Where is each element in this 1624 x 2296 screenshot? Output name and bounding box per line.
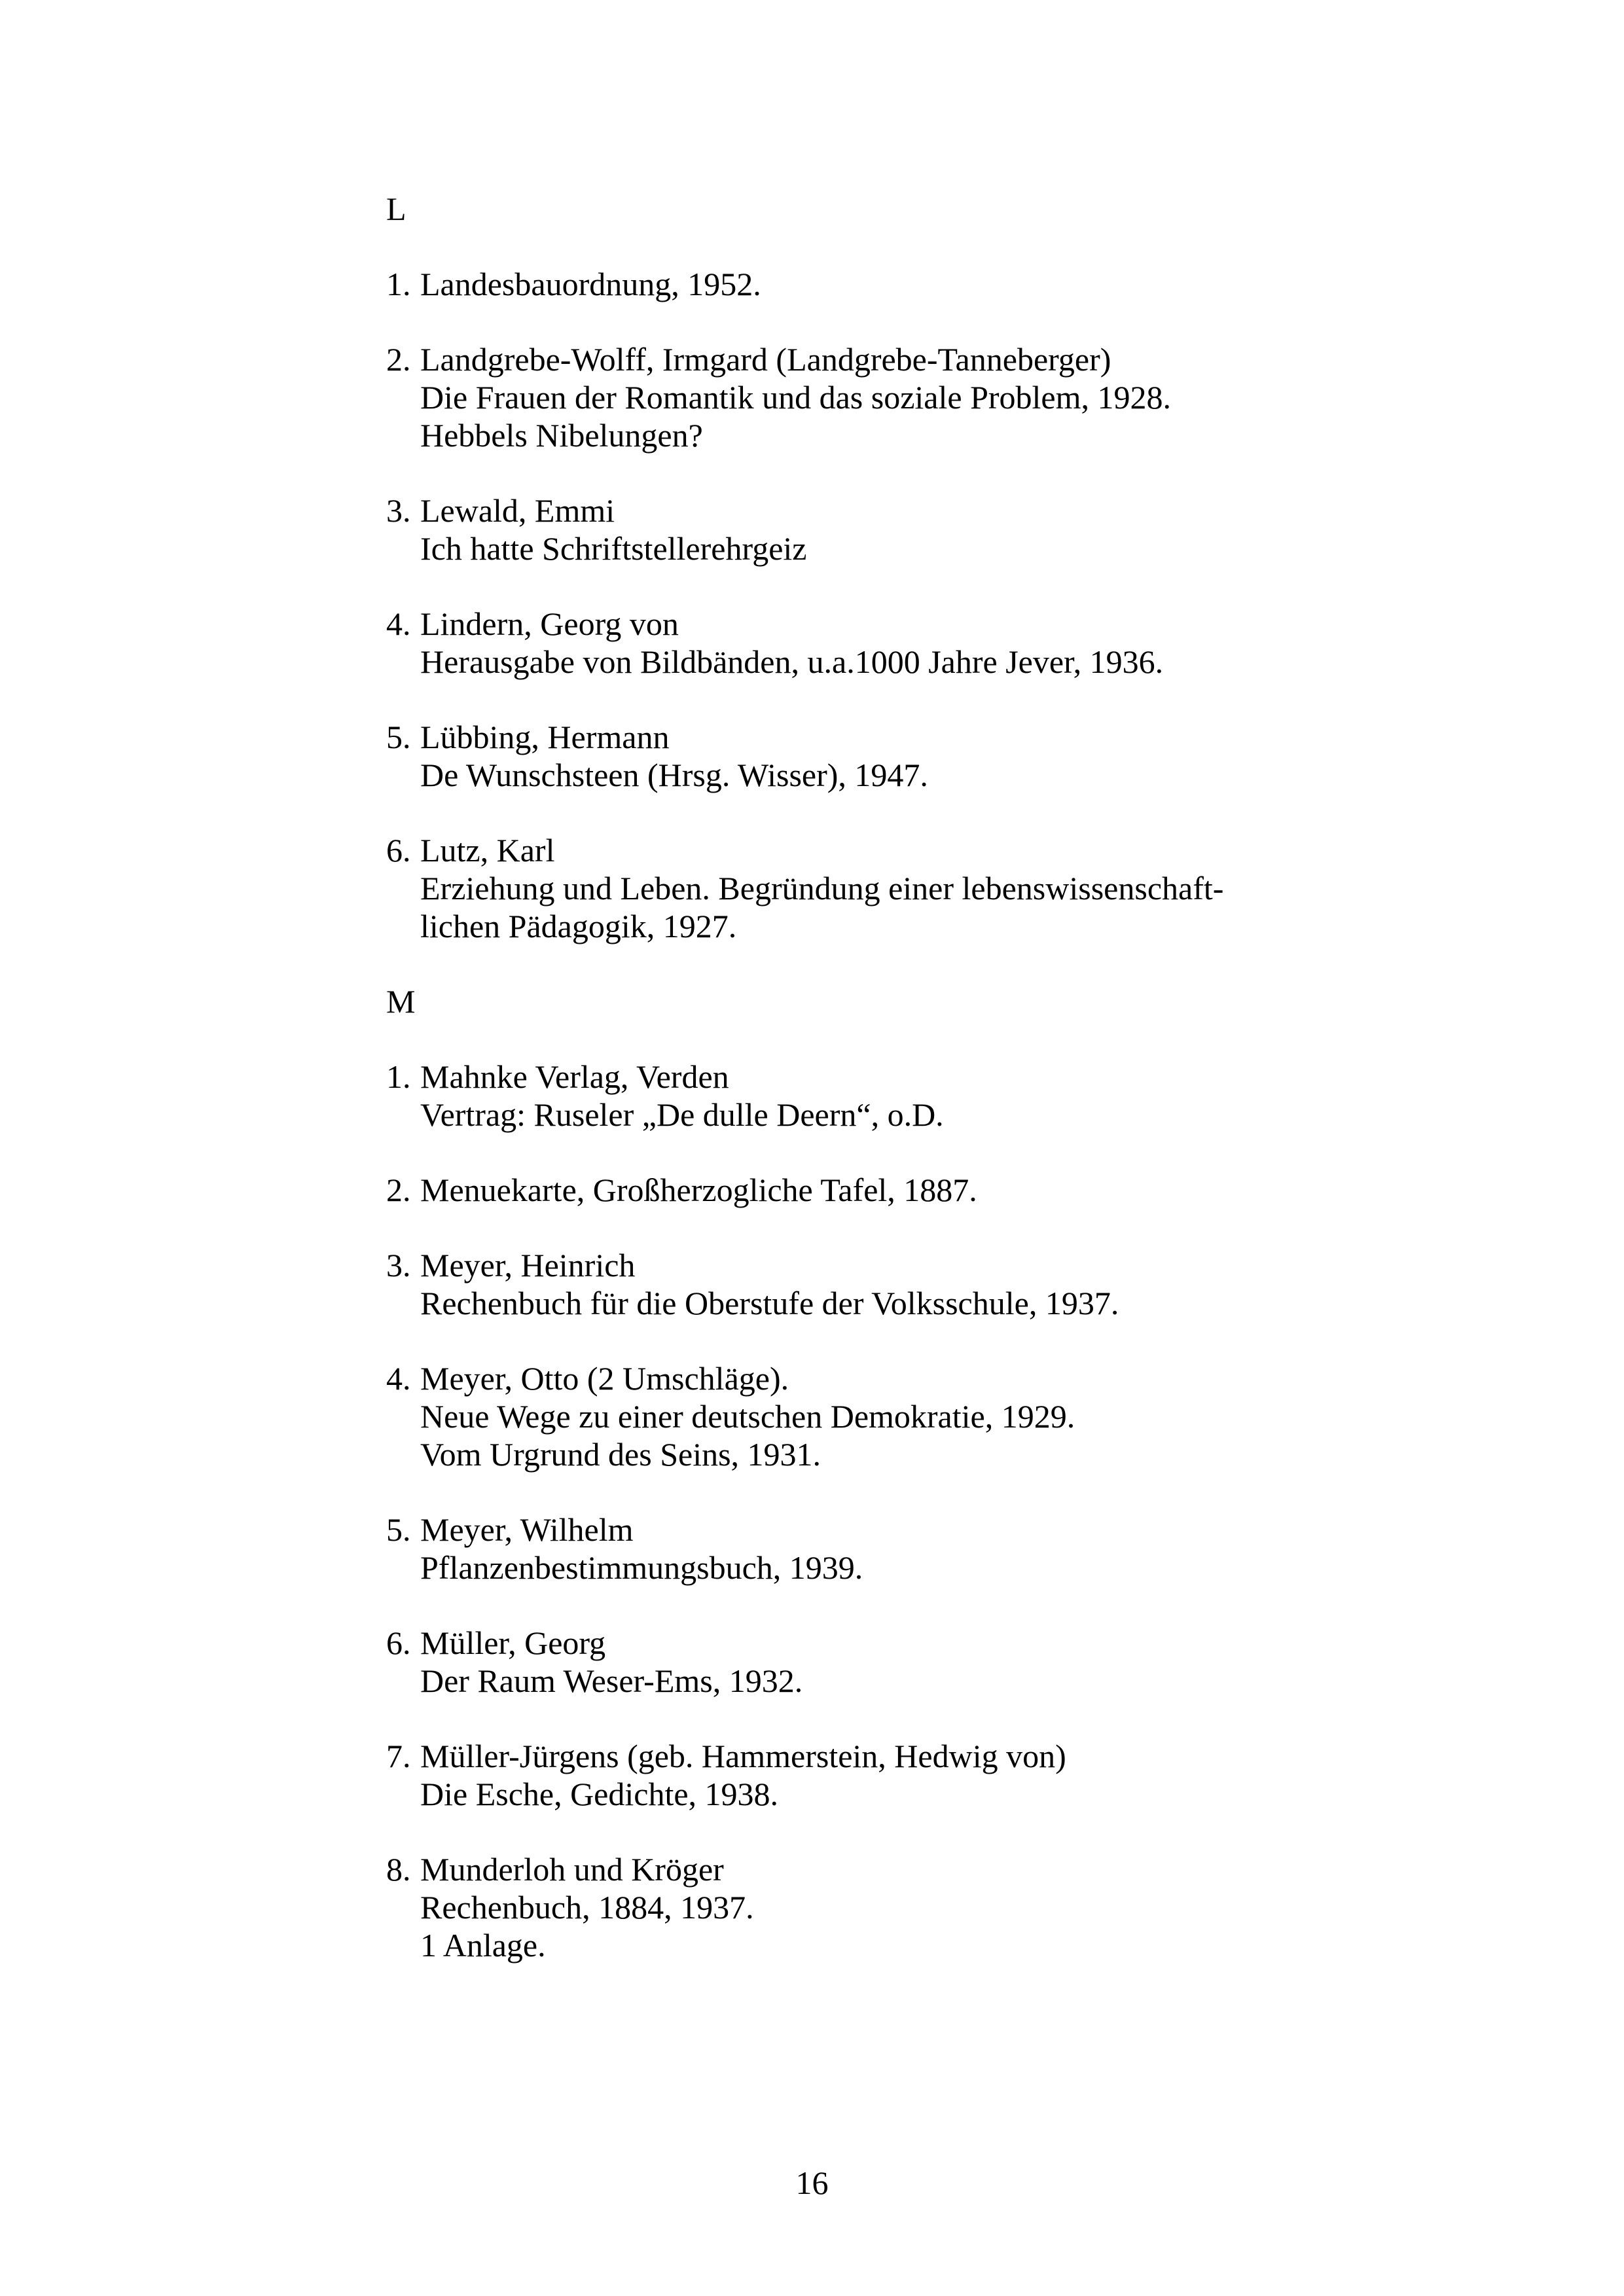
entry-line: Die Esche, Gedichte, 1938. — [420, 1776, 779, 1812]
entry-line: lichen Pädagogik, 1927. — [420, 908, 737, 944]
list-item — [386, 605, 1368, 681]
entry-title: Meyer, Heinrich — [420, 1247, 636, 1283]
entry-title: Munderloh und Kröger — [420, 1851, 724, 1888]
entry-number: 6. — [386, 1624, 411, 1661]
entry-line: Vertrag: Ruseler „De dulle Deern“, o.D. — [420, 1096, 944, 1133]
entry-number: 5. — [386, 1511, 411, 1548]
entry-line: Rechenbuch für die Oberstufe der Volksschule, 1937. — [420, 1285, 1119, 1321]
entry-title: Landgrebe-Wolff, Irmgard (Landgrebe-Tanneberger) — [420, 341, 1111, 378]
list-item — [386, 340, 1368, 454]
entry-title: Müller-Jürgens (geb. Hammerstein, Hedwig von) — [420, 1738, 1066, 1774]
entry-number: 1. — [386, 266, 411, 302]
entry-title: Meyer, Wilhelm — [420, 1511, 634, 1548]
list-item — [386, 1737, 1368, 1813]
list-item — [386, 265, 1368, 303]
section-l — [386, 190, 1368, 945]
section-letter: L — [386, 190, 406, 227]
index-listing — [386, 190, 1368, 2001]
entry-number: 1. — [386, 1058, 411, 1095]
entry-line: Die Frauen der Romantik und das soziale Problem, 1928. — [420, 379, 1171, 416]
entry-number: 8. — [386, 1851, 411, 1888]
entry-line: Rechenbuch, 1884, 1937. — [420, 1889, 754, 1926]
entry-line: Neue Wege zu einer deutschen Demokratie, 1929. — [420, 1398, 1075, 1435]
entry-line: Erziehung und Leben. Begründung einer lebenswissenschaft- — [420, 870, 1224, 906]
entry-number: 6. — [386, 832, 411, 869]
list-item — [386, 1359, 1368, 1473]
list-item — [386, 1624, 1368, 1700]
list-item — [386, 1511, 1368, 1587]
entry-number: 2. — [386, 1172, 411, 1208]
entry-number: 4. — [386, 1360, 411, 1397]
entry-title: Lewald, Emmi — [420, 492, 615, 529]
list-item — [386, 831, 1368, 945]
entry-title: Menuekarte, Großherzogliche Tafel, 1887. — [420, 1172, 977, 1208]
entry-line: Der Raum Weser-Ems, 1932. — [420, 1662, 803, 1699]
entry-line: Pflanzenbestimmungsbuch, 1939. — [420, 1549, 863, 1586]
entry-line: Herausgabe von Bildbänden, u.a.1000 Jahre Jever, 1936. — [420, 643, 1164, 680]
entry-title: Müller, Georg — [420, 1624, 606, 1661]
entry-title: Lindern, Georg von — [420, 605, 679, 642]
entry-line: De Wunschsteen (Hrsg. Wisser), 1947. — [420, 757, 928, 793]
section-letter: M — [386, 983, 416, 1020]
entry-number: 3. — [386, 1247, 411, 1283]
entry-line: Hebbels Nibelungen? — [420, 417, 703, 454]
page-number: 16 — [795, 2164, 829, 2201]
entry-number: 2. — [386, 341, 411, 378]
entry-title: Meyer, Otto (2 Umschläge). — [420, 1360, 789, 1397]
entry-title: Mahnke Verlag, Verden — [420, 1058, 729, 1095]
entry-line: Ich hatte Schriftstellerehrgeiz — [420, 530, 807, 567]
entry-title: Lübbing, Hermann — [420, 719, 670, 755]
list-item — [386, 1246, 1368, 1322]
list-item — [386, 1171, 1368, 1209]
entry-line: 1 Anlage. — [420, 1927, 546, 1964]
section-m — [386, 982, 1368, 1964]
list-item — [386, 1058, 1368, 1134]
list-item — [386, 1850, 1368, 1964]
entry-title: Landesbauordnung, 1952. — [420, 266, 761, 302]
entry-number: 3. — [386, 492, 411, 529]
list-item — [386, 492, 1368, 567]
entry-number: 7. — [386, 1738, 411, 1774]
entry-line: Vom Urgrund des Seins, 1931. — [420, 1436, 821, 1473]
list-item — [386, 718, 1368, 794]
entry-number: 4. — [386, 605, 411, 642]
entry-title: Lutz, Karl — [420, 832, 555, 869]
entry-number: 5. — [386, 719, 411, 755]
